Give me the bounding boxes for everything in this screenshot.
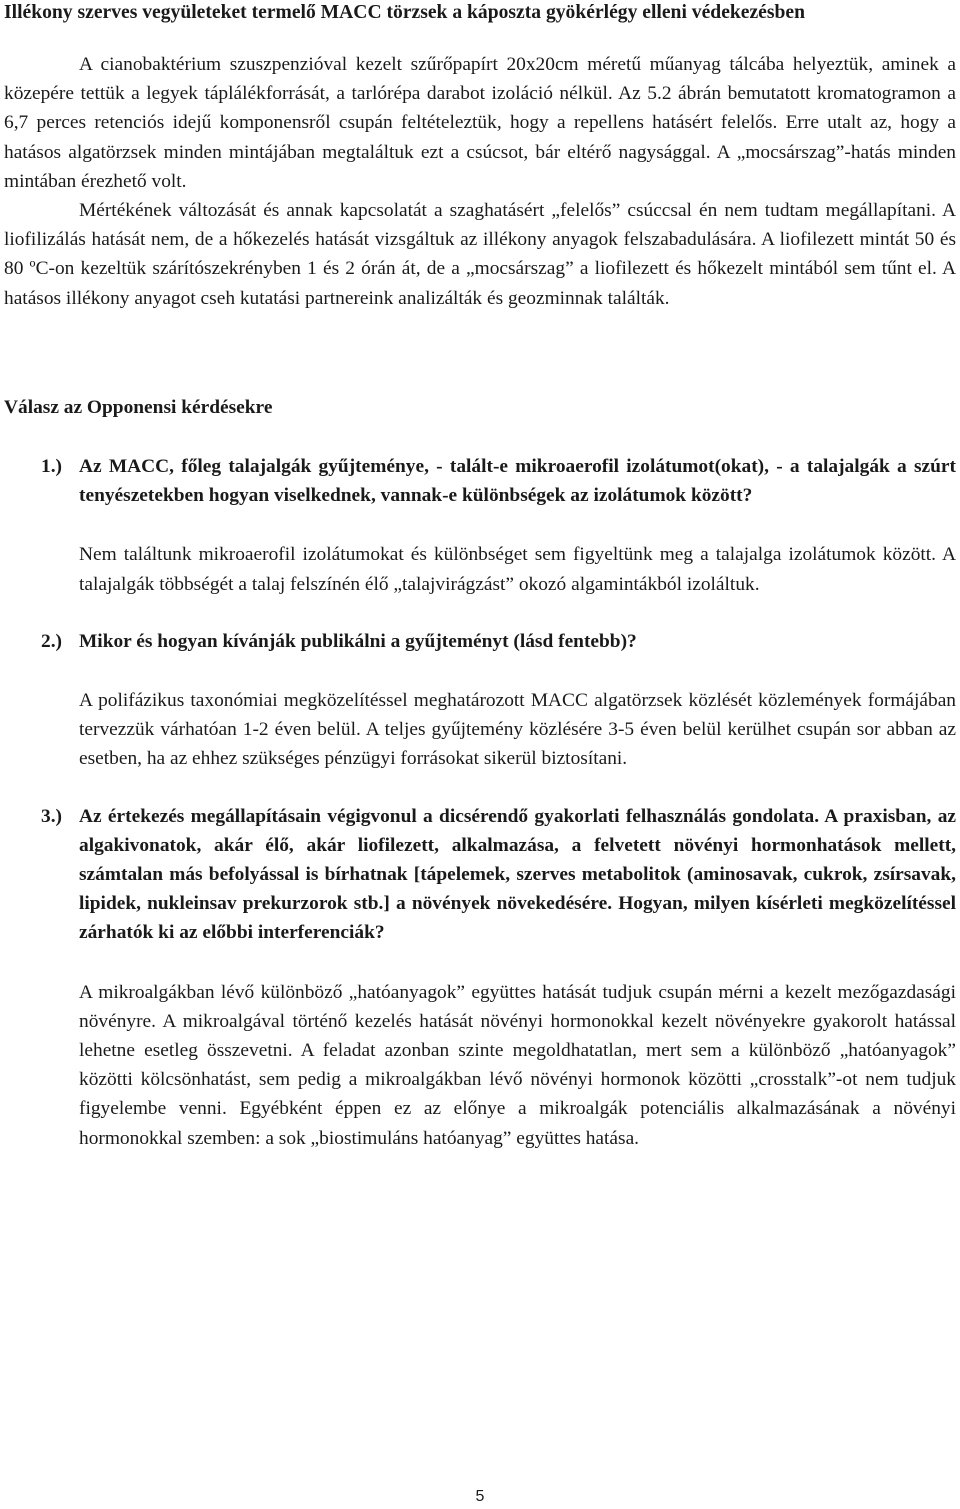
question-1	[41, 452, 956, 510]
question-2	[41, 627, 956, 656]
document-title: Illékony szerves vegyületeket termelő MACC törzsek a káposzta gyökérlégy elleni védekezésben	[4, 2, 805, 23]
intro-paragraph-1: A cianobaktérium szuszpenzióval kezelt szűrőpapírt 20x20cm méretű műanyag tálcába helyeztük, aminek a közepére tettük a legyek táplálékforrását, a tarlórépa darabot izoláció nélkül. Az 5.2 ábrán bemutatott kromatogramon a 6,7 perces retenciós idejű komponensről csupán feltételeztük, hogy a repellens hatásért felelős. Erre utalt az, hogy a hatásos algatörzsek minden mintájában megtaláltuk ezt a csúcsot, bár eltérő nagysággal. A „mocsárszag”-hatás minden mintában érezhető volt.	[4, 54, 956, 192]
question-number: 3.)	[41, 805, 63, 827]
question-number: 1.)	[41, 456, 63, 478]
section-heading: Válasz az Opponensi kérdésekre	[4, 396, 273, 418]
intro-paragraph-2: Mértékének változását és annak kapcsolatát a szaghatásért „felelős” csúccsal én nem tudtam megállapítani. A liofilizálás hatását nem, de a hőkezelés hatását vizsgáltuk az illékony anyagok felszabadulására. A liofilezett mintát 50 és 80 ºC-on kezeltük szárítószekrényben 1 és 2 órán át, de a „mocsárszag” a liofilezett és hőkezelt mintából sem tűnt el. A hatásos illékony anyagot cseh kutatási partnereink analizálták és geozminnak találták.	[4, 200, 956, 309]
answer-2: A polifázikus taxonómiai megközelítéssel meghatározott MACC algatörzsek közlését közlemények formájában tervezzük várhatóan 1-2 éven belül. A teljes gyűjtemény közlésére 3-5 éven belül kerülhet csupán sor abban az esetben, ha az ehhez szükséges pénzügyi forrásokat sikerül biztosítani.	[79, 690, 956, 770]
question-text: Az MACC, főleg talajalgák gyűjteménye, - talált-e mikroaerofil izolátumot(okat), - a talajalgák a szúrt tenyészetekben hogyan viselkednek, vannak-e különbségek az izolátumok között?	[79, 456, 956, 507]
page-number: 5	[475, 1488, 485, 1505]
question-text: Az értekezés megállapításain végigvonul a dicsérendő gyakorlati felhasználás gondolata. A praxisban, az algakivonatok, akár élő, akár liofilezett, alkalmazása, a felvetett növényi hormonhatások mellett, számtalan más befolyással is bírhatnak [tápelemek, szerves metabolitok (aminosavak, cukrok, zsírsavak, lipidek, nukleinsav prekurzorok stb.] a növények növekedésére. Hogyan, milyen kísérleti megközelítéssel zárhatók ki az előbbi interferenciák?	[79, 805, 956, 944]
question-3	[41, 802, 956, 948]
question-text: Mikor és hogyan kívánják publikálni a gyűjteményt (lásd fentebb)?	[79, 630, 637, 652]
answer-1: Nem találtunk mikroaerofil izolátumokat és különbséget sem figyeltünk meg a talajalga izolátumok között. A talajalgák többségét a talaj felszínén élő „talajvirágzást” okozó algamintákból izoláltuk.	[79, 544, 956, 595]
question-number: 2.)	[41, 630, 63, 652]
document-page	[4, 0, 956, 1153]
answer-3: A mikroalgákban lévő különböző „hatóanyagok” együttes hatását tudjuk csupán mérni a kezelt mezőgazdasági növényre. A mikroalgával történő kezelés hatását növényi hormonokkal kezelt növényekre gyakorolt hatással lehetne esetleg összevetni. A feladat azonban szinte megoldhatatlan, mert sem a különböző „hatóanyagok” közötti kölcsönhatást, sem pedig a mikroalgákban lévő növényi hormonok közötti „crosstalk”-ot nem tudjuk figyelembe venni. Egyébként éppen ez az előnye a mikroalgák potenciális alkalmazásának a növényi hormonokkal szemben: a sok „biostimuláns hatóanyag” együttes hatása.	[79, 981, 956, 1149]
